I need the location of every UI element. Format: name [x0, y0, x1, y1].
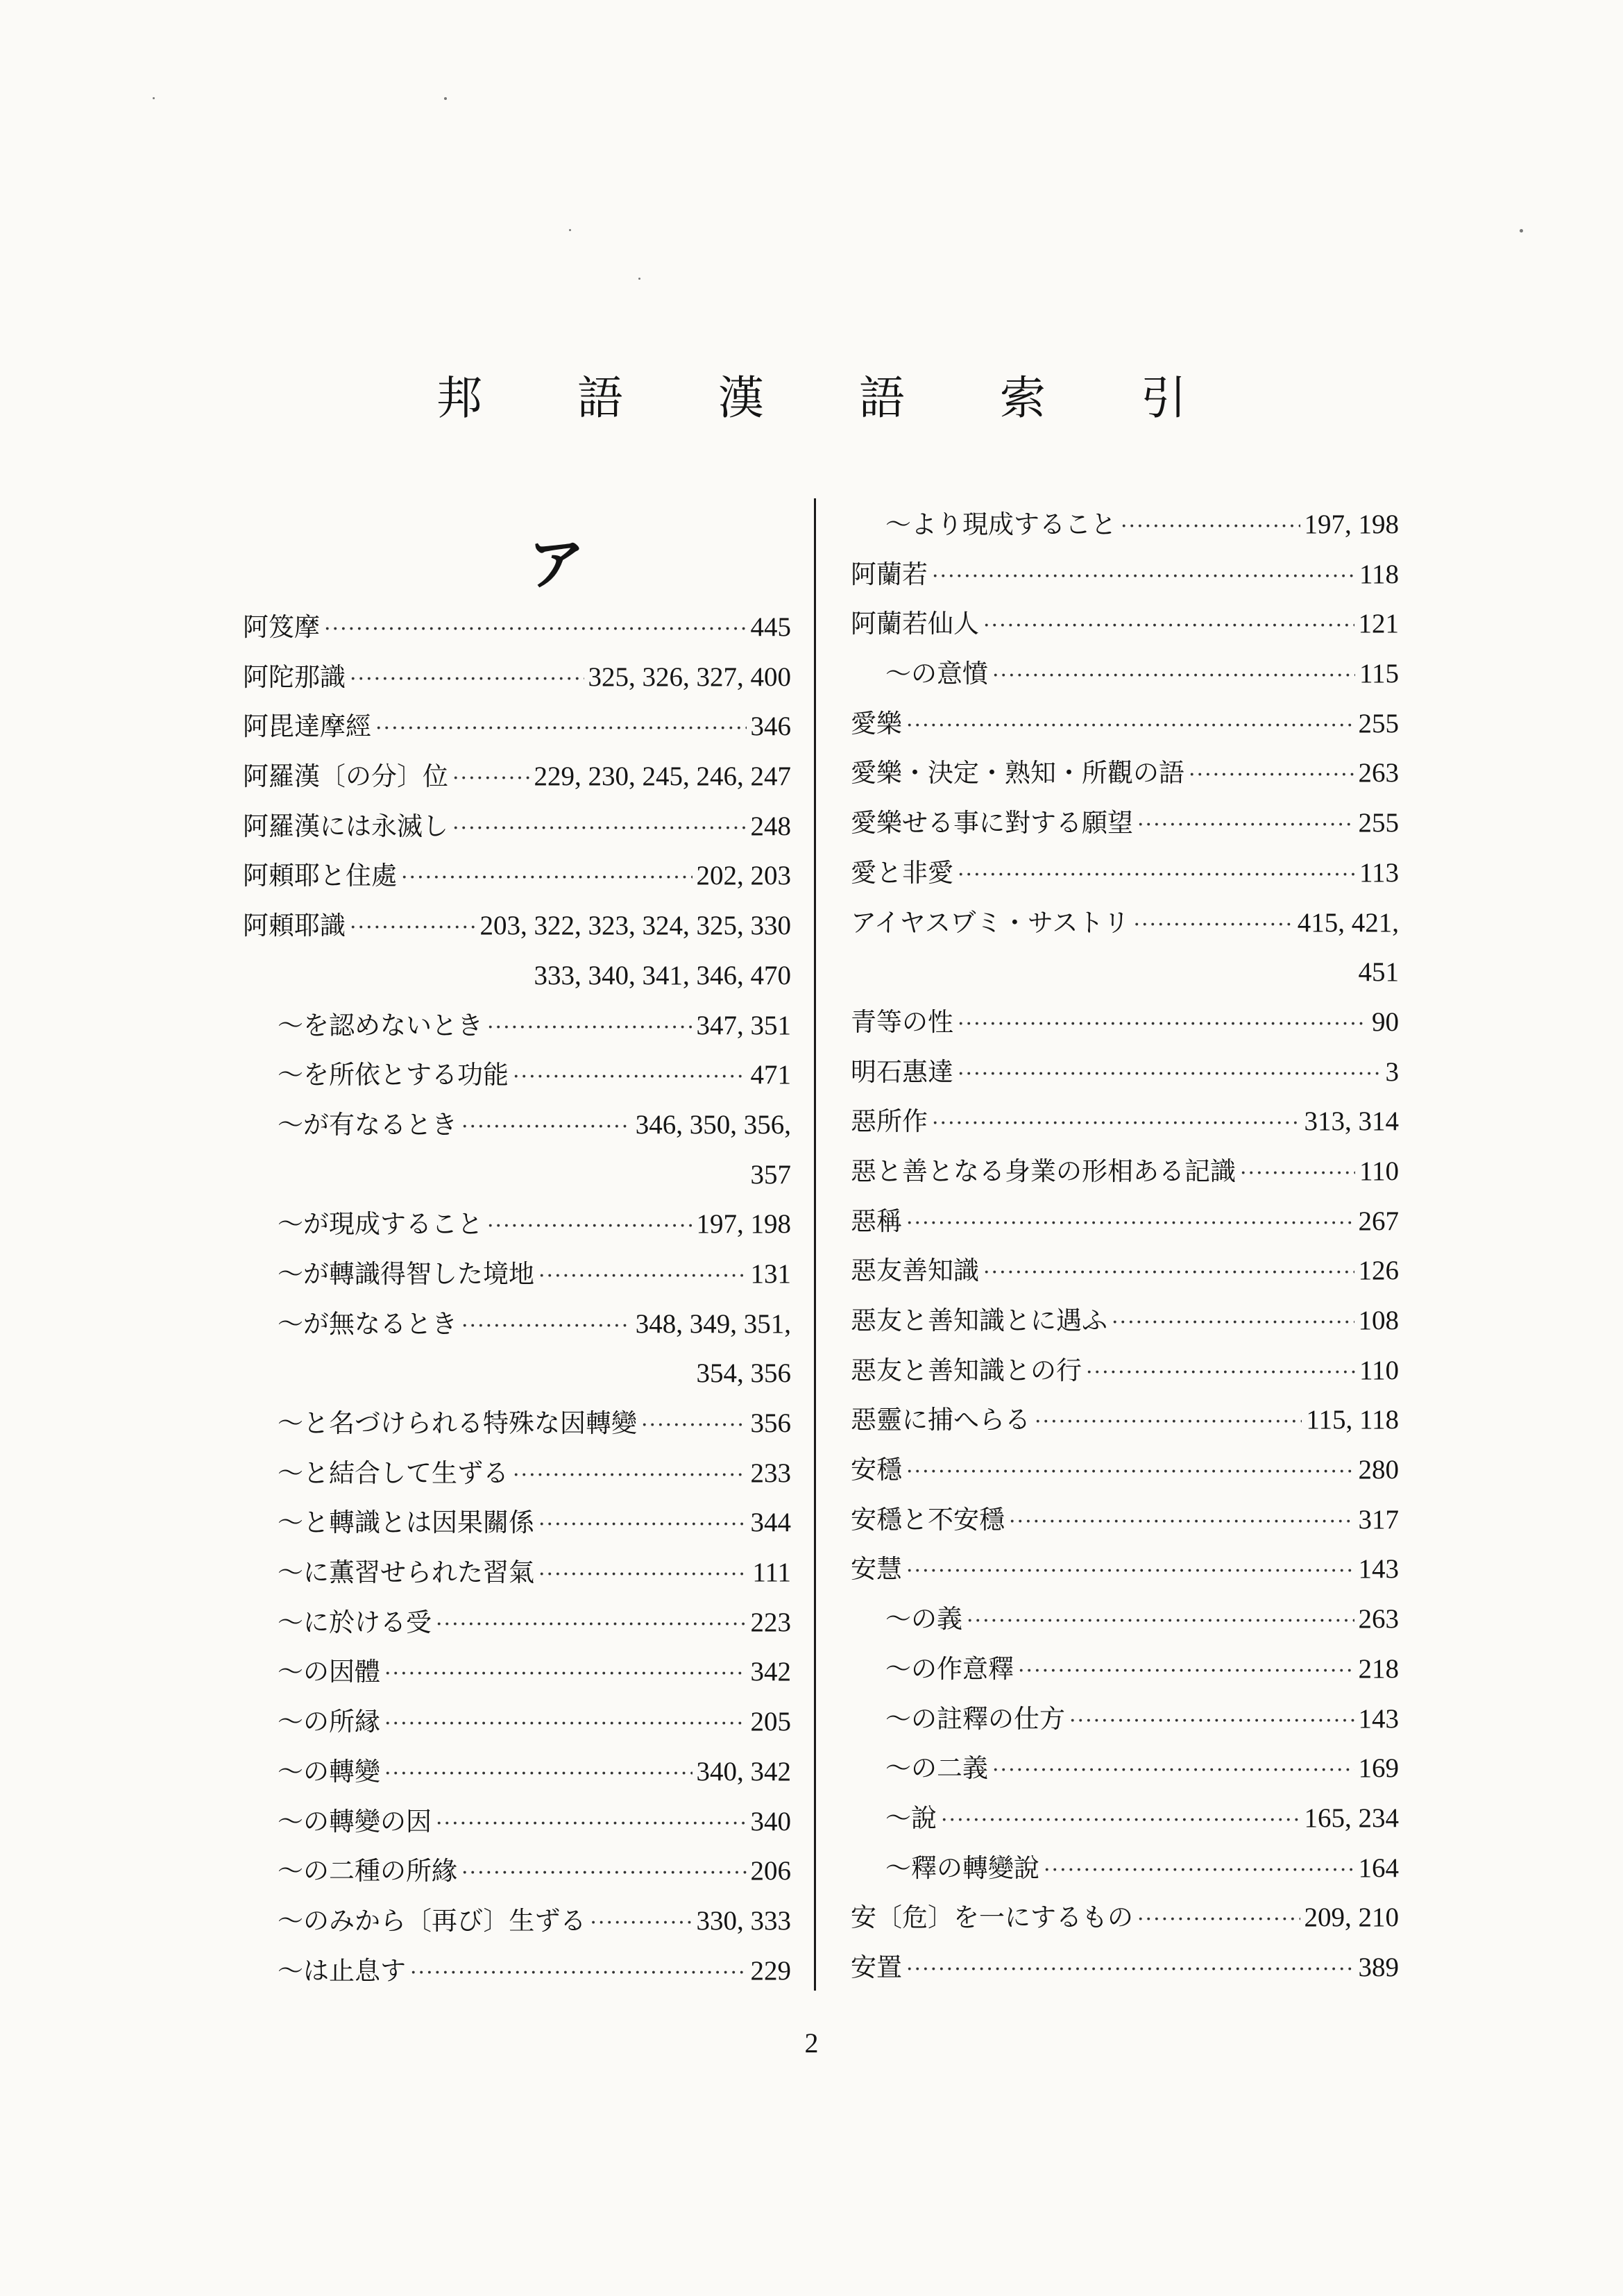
index-term: 愛と非愛: [851, 857, 953, 888]
leader-dots: [401, 853, 692, 901]
section-heading-a: ア: [527, 531, 585, 598]
leader-dots: [932, 552, 1355, 600]
page-refs: 203, 322, 323, 324, 325, 330: [479, 911, 791, 941]
index-column-right: [851, 500, 1399, 1993]
index-term: ～と名づけられる特殊な因轉變: [278, 1408, 637, 1438]
index-entry: [243, 802, 791, 852]
index-term: 阿羅漢には永滅し: [243, 811, 448, 841]
page-refs: 333, 340, 341, 346, 470: [534, 960, 791, 990]
index-entry: [851, 1843, 1399, 1893]
index-entry: [851, 1246, 1399, 1296]
page-refs: 340, 342: [696, 1756, 791, 1787]
index-term: ～が轉識得智した境地: [278, 1258, 534, 1289]
index-entry: [851, 898, 1399, 948]
page-refs: 340: [750, 1806, 791, 1837]
page-refs: 263: [1358, 1604, 1399, 1635]
index-entry: [851, 699, 1399, 749]
page-refs: 445: [750, 612, 791, 642]
page-refs: 111: [752, 1558, 791, 1588]
index-term: 愛樂・決定・熟知・所觀の語: [851, 758, 1184, 788]
index-entry: [243, 1199, 791, 1249]
leader-dots: [1035, 1397, 1302, 1445]
index-term: ～が無なるとき: [278, 1308, 457, 1339]
page-refs: 110: [1359, 1156, 1399, 1186]
leader-dots: [1009, 1497, 1354, 1545]
index-term: 惡靈に捕へらる: [851, 1405, 1030, 1435]
leader-dots: [1137, 1895, 1300, 1943]
index-term: 惡所作: [851, 1106, 928, 1137]
index-entry: [243, 1797, 791, 1847]
page-refs: 389: [1358, 1952, 1399, 1982]
page-refs: 169: [1358, 1753, 1399, 1784]
page-refs: 131: [750, 1258, 791, 1289]
index-term: 惡友善知識: [851, 1256, 979, 1286]
index-entry: [243, 1697, 791, 1747]
index-entry: [851, 1744, 1399, 1793]
page-refs: 223: [750, 1607, 791, 1637]
index-term: 阿毘達摩經: [243, 711, 371, 742]
page-refs: 197, 198: [1304, 509, 1399, 539]
index-term: ～の二種の所緣: [278, 1856, 457, 1886]
leader-dots: [958, 1049, 1382, 1097]
leader-dots: [1044, 1846, 1354, 1893]
page-refs: 347, 351: [696, 1010, 791, 1040]
page-refs: 280: [1358, 1455, 1399, 1485]
leader-dots: [1240, 1149, 1355, 1197]
index-term: ～の所縁: [278, 1707, 380, 1737]
index-entry: [851, 599, 1399, 649]
index-entry: [851, 1495, 1399, 1545]
leader-dots: [992, 1746, 1354, 1793]
page-refs: 206: [750, 1856, 791, 1886]
index-term: ～釋の轉變說: [885, 1852, 1039, 1883]
page-refs: 255: [1358, 808, 1399, 838]
page-refs: 356: [750, 1408, 791, 1438]
page-refs: 110: [1359, 1355, 1399, 1385]
leader-dots: [436, 1600, 747, 1648]
index-term: ～の註釋の仕方: [885, 1703, 1065, 1734]
page-refs: 209, 210: [1304, 1902, 1399, 1933]
leader-dots: [967, 1596, 1354, 1644]
leader-dots: [906, 701, 1354, 749]
index-term: ～を認めないとき: [278, 1010, 483, 1040]
index-entry: [243, 1249, 791, 1299]
leader-dots: [487, 1003, 692, 1051]
leader-dots: [983, 601, 1354, 649]
index-term: 安穩: [851, 1455, 902, 1485]
index-entry: [851, 1594, 1399, 1644]
leader-dots: [324, 605, 747, 652]
index-entry: [851, 1097, 1399, 1147]
index-term: ～が有なるとき: [278, 1109, 457, 1140]
page-refs: 255: [1358, 708, 1399, 738]
page-refs: 346, 350, 356,: [635, 1109, 791, 1140]
index-term: 阿陀那識: [243, 661, 346, 692]
leader-dots: [513, 1451, 747, 1499]
index-entry: [851, 798, 1399, 848]
leader-dots: [375, 704, 747, 752]
leader-dots: [1189, 750, 1354, 798]
leader-dots: [538, 1251, 747, 1299]
index-entry: [851, 1544, 1399, 1594]
page-refs: 313, 314: [1304, 1106, 1399, 1137]
page-refs: 197, 198: [696, 1209, 791, 1240]
index-entry-continuation: [243, 951, 791, 1001]
index-term: 愛樂せる事に對する願望: [851, 808, 1133, 838]
index-entry: [243, 752, 791, 802]
index-term: 青等の性: [851, 1006, 953, 1037]
leader-dots: [932, 1099, 1300, 1147]
leader-dots: [384, 1649, 747, 1697]
leader-dots: [590, 1898, 692, 1946]
leader-dots: [350, 903, 476, 951]
index-term: 安慧: [851, 1554, 902, 1585]
index-entry-continuation: [243, 1349, 791, 1399]
page-refs: 317: [1358, 1504, 1399, 1535]
index-entry: [243, 1399, 791, 1449]
page-refs: 451: [1358, 957, 1399, 988]
index-term: ～の因體: [278, 1657, 380, 1687]
index-term: アイヤスヷミ・サストリ: [851, 907, 1130, 938]
page-refs: 165, 234: [1304, 1803, 1399, 1833]
index-entry: [851, 1694, 1399, 1744]
page-refs: 229: [750, 1955, 791, 1986]
index-term: 阿蘭若仙人: [851, 609, 979, 639]
index-term: ～を所依とする功能: [278, 1060, 509, 1090]
index-term: 安置: [851, 1952, 902, 1982]
page-refs: 113: [1359, 857, 1399, 888]
leader-dots: [941, 1796, 1300, 1843]
index-term: ～の轉變: [278, 1756, 380, 1787]
index-entry: [243, 702, 791, 752]
index-term: 阿頼耶識: [243, 911, 346, 941]
leader-dots: [384, 1749, 692, 1797]
page-refs: 263: [1358, 758, 1399, 788]
index-term: ～の二義: [885, 1753, 988, 1784]
page-refs: 344: [750, 1508, 791, 1538]
index-entry: [851, 1147, 1399, 1197]
page-refs: 202, 203: [696, 861, 791, 891]
index-term: ～の轉變の因: [278, 1806, 432, 1837]
page-refs: 205: [750, 1707, 791, 1737]
leader-dots: [461, 1848, 747, 1896]
page-refs: 3: [1385, 1056, 1399, 1087]
leader-dots: [452, 804, 747, 852]
index-term: ～に於ける受: [278, 1607, 432, 1637]
index-term: ～と轉識とは因果關係: [278, 1508, 534, 1538]
index-term: ～の意憤: [885, 659, 988, 689]
index-entry: [243, 1598, 791, 1648]
index-term: 明石惠達: [851, 1056, 953, 1087]
leader-dots: [1018, 1646, 1354, 1694]
leader-dots: [410, 1948, 747, 1996]
leader-dots: [452, 754, 530, 802]
page-refs: 248: [750, 811, 791, 841]
leader-dots: [906, 1199, 1354, 1247]
page-refs: 229, 230, 245, 246, 247: [534, 761, 791, 792]
page-refs: 354, 356: [696, 1358, 791, 1389]
index-entry: [851, 1445, 1399, 1495]
leader-dots: [906, 1945, 1354, 1993]
leader-dots: [958, 999, 1368, 1047]
page-refs: 164: [1358, 1852, 1399, 1883]
index-entry: [851, 1893, 1399, 1943]
leader-dots: [350, 655, 584, 702]
page-number: 2: [804, 2027, 819, 2059]
leader-dots: [958, 850, 1355, 898]
index-entry: [243, 1946, 791, 1996]
index-entry: [243, 1299, 791, 1349]
index-term: ～のみから〔再び〕生ずる: [278, 1905, 586, 1936]
index-entry: [851, 748, 1399, 798]
index-entry: [243, 1896, 791, 1946]
index-column-left: [243, 602, 791, 1995]
leader-dots: [992, 651, 1355, 699]
leader-dots: [1086, 1348, 1355, 1396]
leader-dots: [461, 1102, 631, 1150]
paper-speck: [638, 278, 640, 280]
index-entry-continuation: [851, 947, 1399, 997]
page-title: 邦 語 漢 語 索 引: [436, 371, 1227, 425]
index-term: ～が現成すること: [278, 1209, 483, 1240]
index-term: 阿羅漢〔の分〕位: [243, 761, 448, 792]
index-term: ～に薫習せられた習氣: [278, 1558, 534, 1588]
index-term: ～の作意釋: [885, 1653, 1014, 1684]
paper-speck: [444, 97, 447, 100]
paper-speck: [569, 229, 571, 231]
index-term: 惡と善となる身業の形相ある記識: [851, 1156, 1236, 1186]
index-term: ～より現成すること: [885, 509, 1116, 539]
index-entry: [851, 500, 1399, 550]
index-entry: [851, 1943, 1399, 1993]
page-refs: 325, 326, 327, 400: [588, 661, 791, 692]
index-entry: [851, 1346, 1399, 1396]
index-entry: [243, 602, 791, 652]
paper-speck: [1520, 229, 1523, 233]
page-refs: 348, 349, 351,: [635, 1308, 791, 1339]
page-refs: 218: [1358, 1653, 1399, 1684]
leader-dots: [538, 1500, 747, 1548]
page-refs: 330, 333: [696, 1905, 791, 1936]
index-term: 安穩と不安穩: [851, 1504, 1005, 1535]
index-term: 安〔危〕を一にするもの: [851, 1902, 1133, 1933]
index-entry: [243, 1846, 791, 1896]
index-entry: [243, 1498, 791, 1548]
page-refs: 126: [1358, 1256, 1399, 1286]
index-term: 阿頼耶と住處: [243, 861, 397, 891]
index-term: 惡友と善知識とに遇ふ: [851, 1306, 1107, 1335]
index-entry: [243, 1001, 791, 1051]
leader-dots: [983, 1248, 1354, 1296]
index-term: 惡友と善知識との行: [851, 1355, 1082, 1385]
page-refs: 90: [1372, 1006, 1399, 1037]
index-entry: [851, 1296, 1399, 1346]
index-entry: [851, 649, 1399, 699]
page-refs: 342: [750, 1657, 791, 1687]
index-term: ～說: [885, 1803, 937, 1833]
index-term: ～は止息す: [278, 1955, 406, 1986]
index-entry: [851, 848, 1399, 898]
index-entry: [243, 1647, 791, 1697]
index-term: 阿蘭若: [851, 559, 928, 589]
leader-dots: [641, 1401, 747, 1449]
index-entry: [851, 1644, 1399, 1694]
index-entry: [243, 901, 791, 951]
index-entry: [851, 1047, 1399, 1097]
index-entry: [243, 1747, 791, 1797]
leader-dots: [1069, 1696, 1354, 1744]
leader-dots: [538, 1550, 748, 1598]
index-entry: [243, 1050, 791, 1100]
page-refs: 415, 421,: [1297, 907, 1399, 938]
index-term: ～の義: [885, 1604, 962, 1635]
page-refs: 118: [1359, 559, 1399, 589]
index-entry: [243, 1548, 791, 1598]
index-entry: [851, 997, 1399, 1047]
leader-dots: [513, 1052, 747, 1100]
page-refs: 267: [1358, 1206, 1399, 1236]
index-entry: [243, 1100, 791, 1150]
index-entry: [851, 1793, 1399, 1843]
leader-dots: [436, 1799, 747, 1847]
page-refs: 346: [750, 711, 791, 742]
index-term: 愛樂: [851, 708, 902, 738]
index-entry: [243, 652, 791, 702]
page-refs: 471: [750, 1060, 791, 1090]
page-refs: 233: [750, 1458, 791, 1488]
page-refs: 115, 118: [1306, 1405, 1399, 1435]
page-refs: 143: [1358, 1703, 1399, 1734]
paper-speck: [153, 97, 155, 99]
leader-dots: [906, 1447, 1354, 1495]
leader-dots: [1133, 900, 1293, 948]
leader-dots: [487, 1201, 692, 1249]
index-entry: [851, 1197, 1399, 1247]
index-entry: [243, 1449, 791, 1499]
index-entry: [851, 1395, 1399, 1445]
column-divider: [814, 498, 816, 1991]
index-entry: [243, 851, 791, 901]
page-refs: 357: [750, 1159, 791, 1190]
index-term: 惡稱: [851, 1206, 902, 1236]
page-refs: 115: [1359, 659, 1399, 689]
leader-dots: [906, 1546, 1354, 1594]
index-entry: [851, 550, 1399, 600]
page-refs: 143: [1358, 1554, 1399, 1585]
leader-dots: [1121, 502, 1300, 550]
leader-dots: [461, 1301, 631, 1349]
leader-dots: [384, 1699, 747, 1747]
index-entry-continuation: [243, 1150, 791, 1200]
leader-dots: [1112, 1298, 1354, 1346]
leader-dots: [1137, 800, 1354, 848]
index-term: 阿笈摩: [243, 612, 320, 642]
page-refs: 121: [1358, 609, 1399, 639]
index-term: ～と結合して生ずる: [278, 1458, 509, 1488]
page-refs: 108: [1358, 1306, 1399, 1335]
